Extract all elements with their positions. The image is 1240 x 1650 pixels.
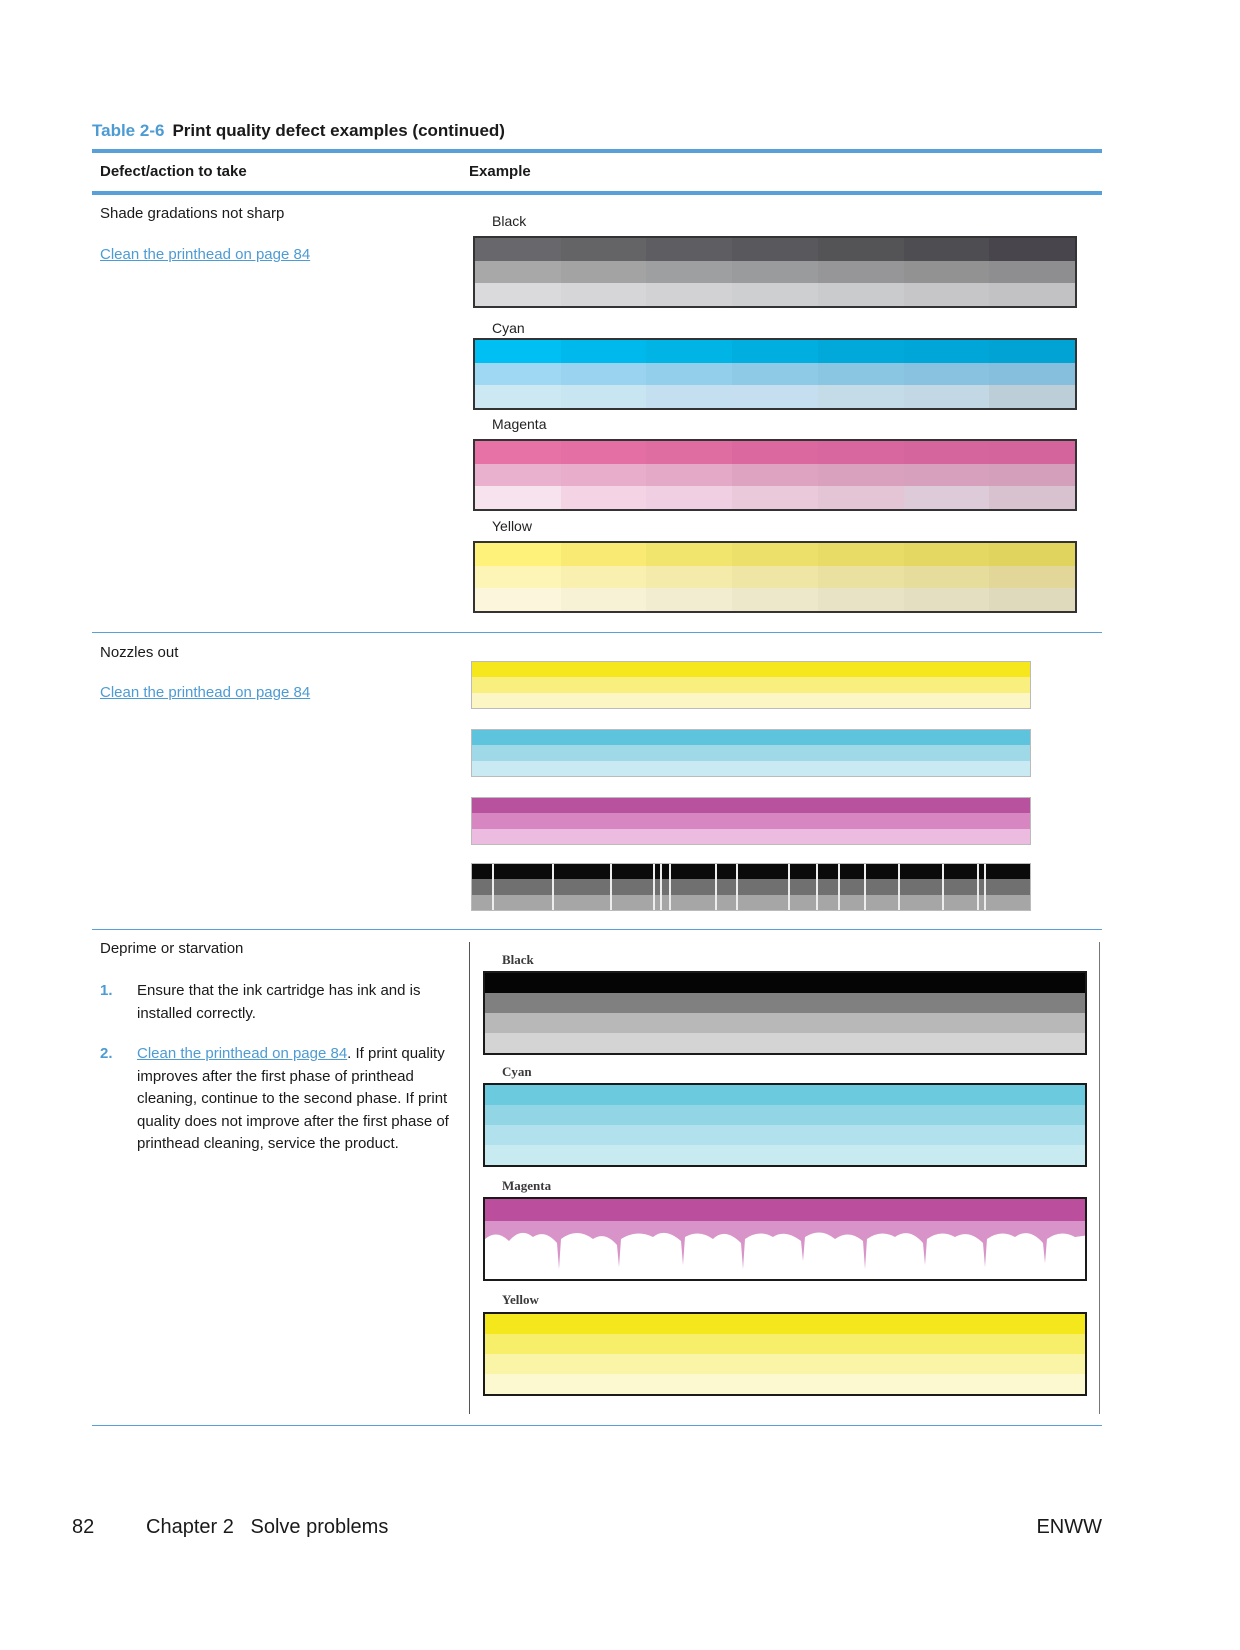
swatch-row xyxy=(475,566,1075,589)
swatch-cell xyxy=(904,588,990,611)
step-text: Ensure that the ink cartridge has ink and is installed correctly. xyxy=(137,982,421,1022)
strip-band xyxy=(472,730,1030,745)
swatch-label-black: Black xyxy=(492,213,527,229)
swatch-cell xyxy=(732,385,818,408)
swatch-cell xyxy=(475,340,561,363)
nozzle-strip-cyan xyxy=(471,729,1031,777)
swatch-cell xyxy=(475,238,561,261)
swatch-cell xyxy=(904,238,990,261)
swatch-cell xyxy=(989,566,1075,589)
swatch-cell xyxy=(561,543,647,566)
swatch-cell xyxy=(646,283,732,306)
swatch-cell xyxy=(989,588,1075,611)
nozzle-strip-black xyxy=(471,863,1031,911)
header-top-rule xyxy=(92,149,1102,153)
swatch-cell xyxy=(904,340,990,363)
swatch-cell xyxy=(561,441,647,464)
swatch-cell xyxy=(475,566,561,589)
swatch-cell xyxy=(732,486,818,509)
strip-band xyxy=(472,693,1030,708)
swatch-cell xyxy=(732,441,818,464)
swatch-magenta xyxy=(473,439,1077,511)
clean-printhead-link-2[interactable]: Clean the printhead on page 84 xyxy=(100,684,311,701)
strip-band xyxy=(472,761,1030,776)
swatch-cell xyxy=(561,283,647,306)
missing-nozzle-line xyxy=(610,864,612,910)
deprime-label-yellow: Yellow xyxy=(502,1292,539,1307)
swatch-cell xyxy=(904,261,990,284)
swatch-cell xyxy=(818,363,904,386)
swatch-band xyxy=(485,1354,1085,1374)
swatch-label-cyan: Cyan xyxy=(492,320,525,336)
swatch-cell xyxy=(904,283,990,306)
step-number: 1. xyxy=(100,982,113,999)
swatch-cell xyxy=(475,363,561,386)
swatch-cell xyxy=(646,340,732,363)
column-header-example: Example xyxy=(469,163,531,180)
deprime-swatch-yellow xyxy=(483,1312,1087,1396)
swatch-cell xyxy=(989,464,1075,487)
swatch-cell xyxy=(904,566,990,589)
swatch-cell xyxy=(561,566,647,589)
missing-nozzle-line xyxy=(736,864,738,910)
swatch-row xyxy=(475,385,1075,408)
defect-title-nozzles: Nozzles out xyxy=(100,644,179,661)
missing-nozzle-line xyxy=(669,864,671,910)
step-number: 2. xyxy=(100,1045,113,1062)
swatch-cell xyxy=(475,385,561,408)
swatch-cell xyxy=(989,385,1075,408)
swatch-cell xyxy=(989,363,1075,386)
swatch-band xyxy=(485,1105,1085,1125)
swatch-cell xyxy=(904,385,990,408)
swatch-cell xyxy=(732,261,818,284)
swatch-cell xyxy=(989,283,1075,306)
swatch-cell xyxy=(904,464,990,487)
example-frame-left xyxy=(469,942,470,1414)
swatch-cell xyxy=(646,385,732,408)
swatch-band xyxy=(485,1033,1085,1053)
swatch-cell xyxy=(732,543,818,566)
swatch-band xyxy=(485,1013,1085,1033)
swatch-label-magenta: Magenta xyxy=(492,416,547,432)
column-header-defect: Defect/action to take xyxy=(100,163,247,180)
missing-nozzle-line xyxy=(838,864,840,910)
swatch-cell xyxy=(818,464,904,487)
swatch-cell xyxy=(646,588,732,611)
missing-nozzle-line xyxy=(715,864,717,910)
swatch-band xyxy=(485,1314,1085,1334)
swatch-cell xyxy=(904,363,990,386)
page-number: 82 xyxy=(72,1516,95,1538)
locale-code: ENWW xyxy=(1036,1516,1102,1538)
swatch-cell xyxy=(561,385,647,408)
missing-nozzle-line xyxy=(660,864,662,910)
swatch-band xyxy=(485,1374,1085,1394)
swatch-row xyxy=(475,238,1075,261)
swatch-cell xyxy=(904,441,990,464)
strip-band xyxy=(472,813,1030,828)
strip-band xyxy=(472,879,1030,894)
missing-nozzle-line xyxy=(492,864,494,910)
missing-nozzle-line xyxy=(864,864,866,910)
swatch-row xyxy=(475,588,1075,611)
swatch-band xyxy=(485,1085,1085,1105)
swatch-cell xyxy=(818,441,904,464)
strip-band xyxy=(472,662,1030,677)
table-bottom-rule xyxy=(92,1425,1102,1426)
swatch-cell xyxy=(561,464,647,487)
action-steps xyxy=(100,980,450,1174)
swatch-cell xyxy=(818,283,904,306)
swatch-cell xyxy=(989,340,1075,363)
swatch-cell xyxy=(475,441,561,464)
swatch-band xyxy=(485,973,1085,993)
swatch-cell xyxy=(475,261,561,284)
deprime-label-cyan: Cyan xyxy=(502,1064,532,1079)
nozzle-strip-magenta xyxy=(471,797,1031,845)
swatch-cell xyxy=(475,464,561,487)
swatch-cell xyxy=(646,441,732,464)
swatch-yellow xyxy=(473,541,1077,613)
swatch-row xyxy=(475,261,1075,284)
step-1 xyxy=(100,980,450,1025)
missing-nozzle-line xyxy=(552,864,554,910)
swatch-cyan xyxy=(473,338,1077,410)
swatch-cell xyxy=(475,283,561,306)
swatch-cell xyxy=(732,340,818,363)
swatch-cell xyxy=(732,588,818,611)
swatch-cell xyxy=(646,543,732,566)
strip-band xyxy=(472,745,1030,760)
swatch-cell xyxy=(646,238,732,261)
swatch-band xyxy=(485,993,1085,1013)
swatch-row xyxy=(475,486,1075,509)
swatch-cell xyxy=(818,238,904,261)
table-caption xyxy=(92,121,505,141)
swatch-cell xyxy=(561,261,647,284)
swatch-cell xyxy=(818,543,904,566)
missing-nozzle-line xyxy=(816,864,818,910)
swatch-cell xyxy=(475,543,561,566)
swatch-cell xyxy=(646,566,732,589)
swatch-cell xyxy=(732,363,818,386)
swatch-cell xyxy=(561,486,647,509)
swatch-cell xyxy=(818,486,904,509)
missing-nozzle-line xyxy=(977,864,979,910)
swatch-cell xyxy=(732,238,818,261)
strip-band xyxy=(472,677,1030,692)
swatch-cell xyxy=(732,566,818,589)
step-2 xyxy=(100,1043,450,1156)
swatch-cell xyxy=(561,588,647,611)
header-bottom-rule xyxy=(92,191,1102,195)
nozzle-strip-yellow xyxy=(471,661,1031,709)
swatch-label-yellow: Yellow xyxy=(492,518,532,534)
swatch-cell xyxy=(732,283,818,306)
swatch-row xyxy=(475,464,1075,487)
chapter-title: Chapter 2 Solve problems xyxy=(146,1516,389,1538)
swatch-cell xyxy=(818,588,904,611)
swatch-cell xyxy=(989,543,1075,566)
deprime-label-black: Black xyxy=(502,952,534,967)
clean-printhead-link-3[interactable]: Clean the printhead on page 84 xyxy=(137,1045,348,1062)
missing-nozzle-line xyxy=(788,864,790,910)
missing-nozzle-line xyxy=(653,864,655,910)
swatch-band xyxy=(485,1334,1085,1354)
swatch-cell xyxy=(475,486,561,509)
clean-printhead-link-1[interactable]: Clean the printhead on page 84 xyxy=(100,246,311,263)
swatch-cell xyxy=(646,464,732,487)
swatch-row xyxy=(475,283,1075,306)
swatch-cell xyxy=(989,238,1075,261)
swatch-cell xyxy=(989,261,1075,284)
swatch-row xyxy=(475,363,1075,386)
swatch-band xyxy=(485,1145,1085,1165)
defect-title-deprime: Deprime or starvation xyxy=(100,940,244,957)
swatch-cell xyxy=(561,363,647,386)
strip-band xyxy=(472,864,1030,879)
swatch-row xyxy=(475,340,1075,363)
deprime-swatch-magenta xyxy=(483,1197,1087,1281)
row-divider-1 xyxy=(92,632,1102,633)
swatch-cell xyxy=(989,441,1075,464)
swatch-row xyxy=(475,543,1075,566)
swatch-cell xyxy=(818,261,904,284)
strip-band xyxy=(472,829,1030,844)
deprime-label-magenta: Magenta xyxy=(502,1178,552,1193)
swatch-cell xyxy=(732,464,818,487)
example-frame-right xyxy=(1099,942,1100,1414)
strip-band xyxy=(472,895,1030,910)
swatch-cell xyxy=(818,385,904,408)
swatch-cell xyxy=(989,486,1075,509)
swatch-cell xyxy=(646,363,732,386)
swatch-cell xyxy=(646,261,732,284)
step-text-wrap xyxy=(137,1043,450,1156)
step-text: . If print quality improves after the first phase of printhead cleaning, continue to the second phase. If print quality does not improve after the first phase of printhead cleaning, service the product. xyxy=(137,1045,449,1152)
swatch-cell xyxy=(904,486,990,509)
missing-nozzle-line xyxy=(898,864,900,910)
swatch-band xyxy=(485,1125,1085,1145)
table-number: Table 2-6 xyxy=(92,121,165,140)
swatch-cell xyxy=(818,566,904,589)
strip-band xyxy=(472,798,1030,813)
deprime-swatch-black xyxy=(483,971,1087,1055)
swatch-cell xyxy=(646,486,732,509)
deprime-swatch-cyan xyxy=(483,1083,1087,1167)
swatch-cell xyxy=(475,588,561,611)
row-divider-2 xyxy=(92,929,1102,930)
swatch-cell xyxy=(818,340,904,363)
swatch-cell xyxy=(904,543,990,566)
missing-nozzle-line xyxy=(984,864,986,910)
defect-title-shade: Shade gradations not sharp xyxy=(100,205,285,222)
starved-magenta-pattern xyxy=(485,1199,1087,1281)
swatch-cell xyxy=(561,340,647,363)
table-title: Print quality defect examples (continued) xyxy=(172,121,505,140)
missing-nozzle-line xyxy=(942,864,944,910)
swatch-black xyxy=(473,236,1077,308)
swatch-row xyxy=(475,441,1075,464)
swatch-cell xyxy=(561,238,647,261)
